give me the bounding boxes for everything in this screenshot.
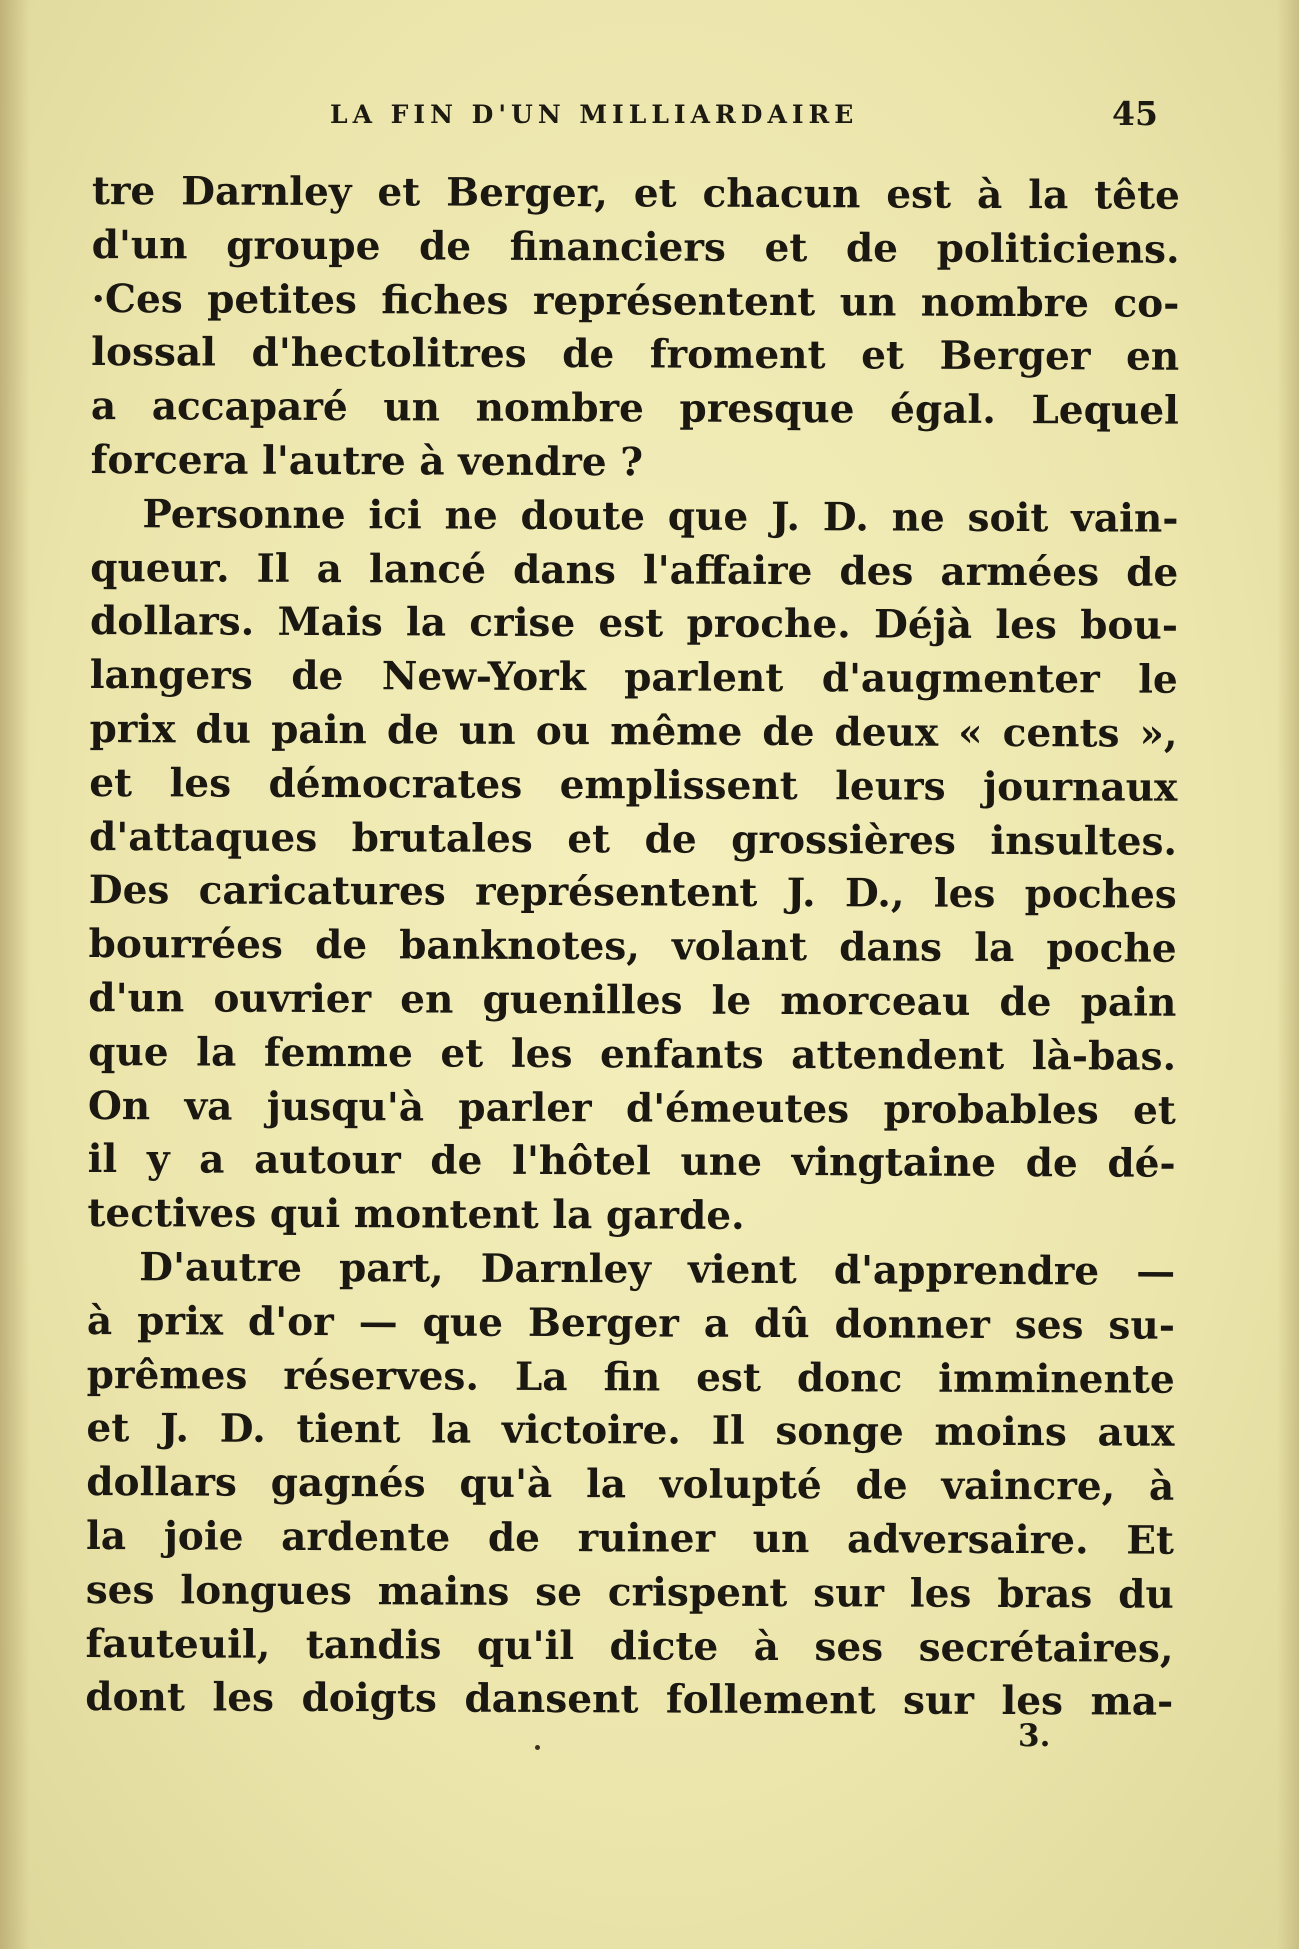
signature-mark: 3. bbox=[1018, 1718, 1051, 1754]
text-line: fauteuil, tandis qu'il dicte à ses secrétaires, bbox=[85, 1620, 1174, 1672]
text-line: prêmes réserves. La fin est donc imminente bbox=[86, 1351, 1175, 1403]
text-line: et J. D. tient la victoire. Il songe moins aux bbox=[86, 1405, 1175, 1457]
text-line: forcera l'autre à vendre ? bbox=[90, 436, 644, 486]
text-line: queur. Il a lancé dans l'affaire des armées de bbox=[90, 544, 1179, 596]
running-title: LA FIN D'UN MILLIARDAIRE bbox=[330, 100, 859, 129]
text-line: à prix d'or — que Berger a dû donner ses su- bbox=[86, 1297, 1176, 1349]
text-line: dollars. Mais la crise est proche. Déjà les bou- bbox=[89, 598, 1179, 650]
text-line: ses longues mains se crispent sur les bras du bbox=[85, 1566, 1174, 1618]
text-line: il y a autour de l'hôtel une vingtaine de dé- bbox=[87, 1136, 1176, 1188]
text-line: d'un groupe de financiers et de politiciens. bbox=[91, 221, 1180, 273]
text-line: langers de New-York parlent d'augmenter le bbox=[89, 652, 1178, 703]
body-text bbox=[85, 165, 1180, 1730]
text-line: d'attaques brutales et de grossières insultes. bbox=[88, 813, 1178, 865]
text-line: d'un ouvrier en guenilles le morceau de pain bbox=[88, 974, 1177, 1026]
text-line: Des caricatures représentent J. D., les poches bbox=[88, 867, 1177, 919]
page-number: 45 bbox=[1112, 94, 1158, 133]
ink-speck bbox=[535, 1745, 540, 1750]
text-line: ·Ces petites fiches représentent un nombre co- bbox=[91, 275, 1180, 327]
text-line: dollars gagnés qu'à la volupté de vaincre, à bbox=[86, 1459, 1175, 1510]
text-line: bourrées de banknotes, volant dans la poche bbox=[88, 921, 1177, 972]
text-line: D'autre part, Darnley vient d'apprendre — bbox=[139, 1244, 1176, 1295]
text-line: Personne ici ne doute que J. D. ne soit vain- bbox=[142, 491, 1179, 542]
text-line: prix du pain de un ou même de deux « cents », bbox=[89, 705, 1178, 757]
text-line: tectives qui montent la garde. bbox=[87, 1190, 745, 1239]
text-line: a accaparé un nombre presque égal. Lequel bbox=[90, 383, 1180, 434]
text-line: la joie ardente de ruiner un adversaire. Et bbox=[85, 1512, 1175, 1564]
text-line: On va jusqu'à parler d'émeutes probables et bbox=[87, 1082, 1176, 1134]
text-line: dont les doigts dansent follement sur les ma- bbox=[85, 1674, 1174, 1726]
text-line: tre Darnley et Berger, et chacun est à la tête bbox=[91, 167, 1180, 219]
text-line: lossal d'hectolitres de froment et Berger en bbox=[91, 329, 1180, 381]
text-line: et les démocrates emplissent leurs journaux bbox=[89, 759, 1178, 811]
text-line: que la femme et les enfants attendent là-bas. bbox=[88, 1028, 1177, 1080]
